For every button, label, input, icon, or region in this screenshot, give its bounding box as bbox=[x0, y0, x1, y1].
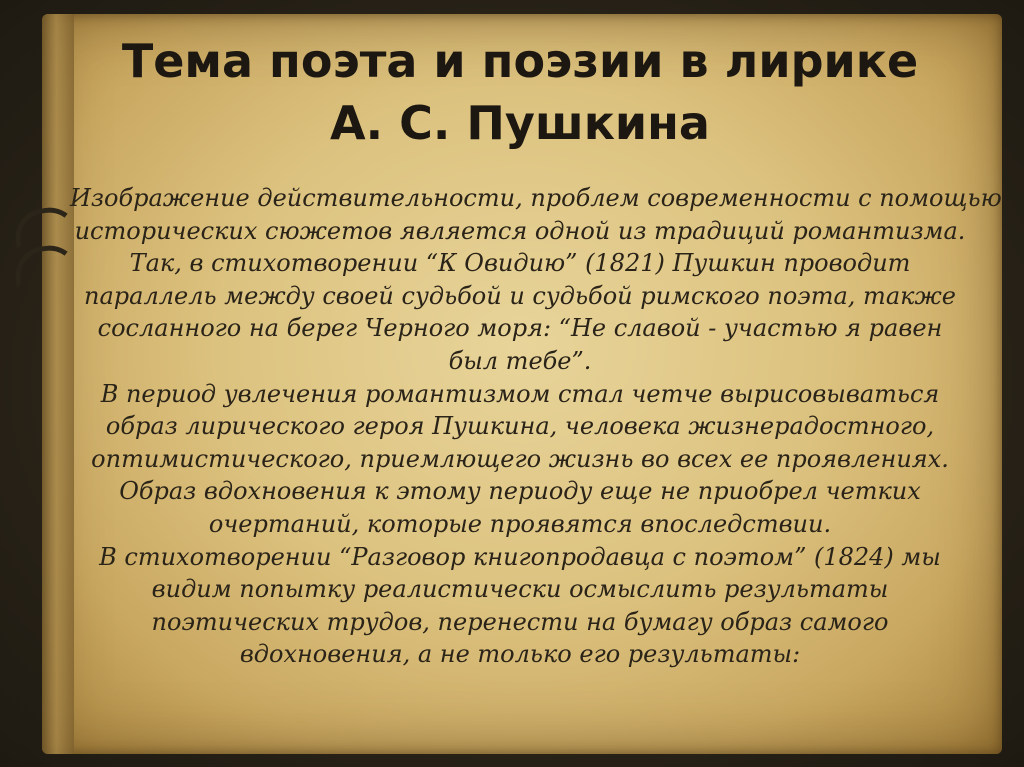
body-line: был тебе”. bbox=[448, 346, 592, 375]
body-line: образ лирического героя Пушкина, человека жизнерадостного, bbox=[105, 412, 935, 441]
body-line: В период увлечения романтизмом стал четче вырисовываться bbox=[100, 379, 940, 408]
body-line: очертаний, которые проявятся впоследствии. bbox=[208, 509, 832, 538]
body-line: Так, в стихотворении “К Овидию” (1821) Пушкин проводит bbox=[129, 249, 911, 278]
slide-title bbox=[60, 30, 980, 154]
body-line: поэтических трудов, перенести на бумагу образ самого bbox=[151, 607, 889, 636]
body-line: оптимистического, приемлющего жизнь во всех ее проявлениях. bbox=[91, 444, 949, 473]
body-line: Образ вдохновения к этому периоду еще не приобрел четких bbox=[119, 477, 921, 506]
body-line: сосланного на берег Черного моря: “Не славой - участью я равен bbox=[97, 314, 943, 343]
body-line: Изображение действительности, проблем современности с помощью bbox=[70, 184, 1002, 212]
body-line: вдохновения, а не только его результаты: bbox=[239, 640, 801, 669]
title-line: Тема поэта и поэзии в лирике bbox=[121, 34, 919, 88]
body-line: В стихотворении “Разговор книгопродавца с поэтом” (1824) мы bbox=[99, 542, 941, 571]
title-line: А. С. Пушкина bbox=[330, 96, 710, 150]
body-line: исторических сюжетов является одной из традиций романтизма. bbox=[74, 216, 966, 245]
body-line: параллель между своей судьбой и судьбой римского поэта, также bbox=[84, 281, 956, 310]
body-line: видим попытку реалистически осмыслить результаты bbox=[151, 575, 889, 604]
slide-body-text bbox=[70, 182, 1002, 671]
